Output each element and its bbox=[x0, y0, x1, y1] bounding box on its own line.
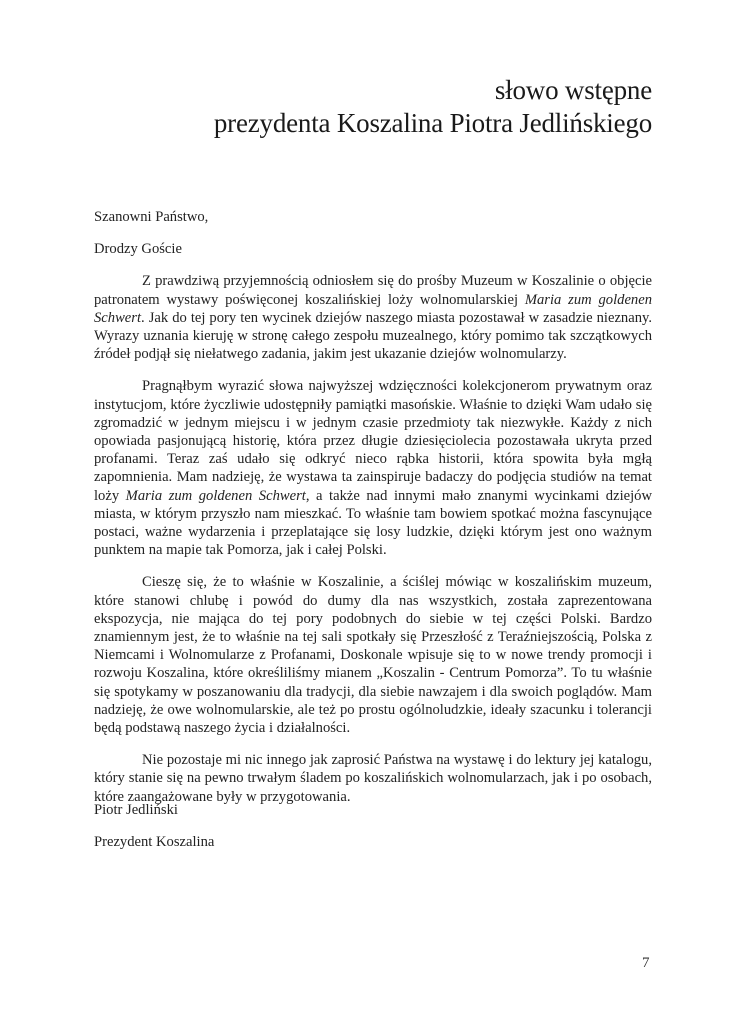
paragraph bbox=[94, 377, 652, 559]
paragraph-text: . Jak do tej pory ten wycinek dziejów naszego miasta pozostawał w zasadzie nieznany. Wyrazy uznania kieruję w stronę całego zespołu muzealnego, który pomimo tak szczątkowych źródeł podjął się niełatwego zadania, jakim jest ukazanie dziejów wolnomularzy. bbox=[94, 309, 652, 363]
lodge-name-italic: Maria zum goldenen Schwert bbox=[125, 487, 306, 504]
salutation-1: Szanowni Państwo, bbox=[94, 209, 209, 225]
signature-title: Prezydent Koszalina bbox=[94, 834, 215, 850]
signature-block bbox=[94, 801, 214, 865]
title-line-1: słowo wstępne bbox=[494, 75, 652, 105]
title-line-2: prezydenta Koszalina Piotra Jedlińskiego bbox=[213, 108, 652, 138]
salutation-2: Drodzy Goście bbox=[94, 241, 182, 258]
paragraph-text: Cieszę się, że to właśnie w Koszalinie, a ściślej mówiąc w koszalińskim muzeum, które stanowi chlubę i powód do dumy dla nas wszystkich, została zaprezentowana ekspozycja, nie mająca do tej pory podobnych do siebie w tej części Polski. Bardzo znamiennym jest, że to właśnie na tej sali spotkały się Przeszłość z Teraźniejszością, Polska z Niemcami i Wolnomularze z Profanami, Doskonale wpisuje się to w nowe trendy promocji i rozwoju Koszalina, które określiliśmy mianem „Koszalin - Centrum Pomorza”. To tu właśnie się spotykamy w poszanowaniu dla tradycji, dla siebie nawzajem i dla swoich poglądów. Mam nadzieję, że owe wolnomularskie, ale też po prostu ogólnoludzkie, ideały szacunku i tolerancji będą podstawą naszego życia i działalności. bbox=[94, 574, 652, 737]
paragraph-text: Z prawdziwą przyjemnością odniosłem się do prośby Muzeum w Koszalinie o objęcie patronatem wystawy poświęconej koszalińskiej loży wolnomularskiej bbox=[94, 273, 652, 308]
lodge-name-italic: Maria zum goldenen Schwert bbox=[94, 291, 652, 326]
paragraph-text: Nie pozostaje mi nic innego jak zaprosić Państwa na wystawę i do lektury jej katalogu, który stanie się na pewno trwałym śladem po koszalińskich wolnomularzach, jak i po osobach, które zaangażowane były w przygotowania. bbox=[94, 752, 652, 805]
paragraph-text: , a także nad innymi mało znanymi wycinkami dziejów miasta, w którym przyszło nam mieszkać. To właśnie tam bowiem spotkać można fascynujące postaci, ważne wydarzenia i przeplatające się losy ludzkie, dzięki którym jest ono ważnym punktem na mapie tak Pomorza, jak i całej Polski. bbox=[94, 487, 652, 559]
letter-body bbox=[94, 208, 652, 820]
paragraph bbox=[94, 751, 652, 806]
paragraph bbox=[94, 573, 652, 737]
paragraph bbox=[94, 272, 652, 363]
page-number: 7 bbox=[642, 955, 650, 971]
paragraph-text: Pragnąłbym wyrazić słowa najwyższej wdzięczności kolekcjonerom prywatnym oraz instytucjom, które życzliwie udostępniły pamiątki masońskie. Właśnie to dzięki Wam udało się zgromadzić w jednym miejscu i w jednym czasie przedmioty tak niezwykłe. Każdy z nich opowiada pasjonującą historię, która przez długie dziesięciolecia pozostawała ukryta przed profanami. Teraz zaś udało się odkryć nieco rąbka historii, która spowita była mgłą zapomnienia. Mam nadzieję, że wystawa ta zainspiruje badaczy do podjęcia studiów na temat loży bbox=[94, 378, 652, 504]
signature-name: Piotr Jedliński bbox=[94, 802, 178, 818]
page-title bbox=[214, 74, 652, 140]
